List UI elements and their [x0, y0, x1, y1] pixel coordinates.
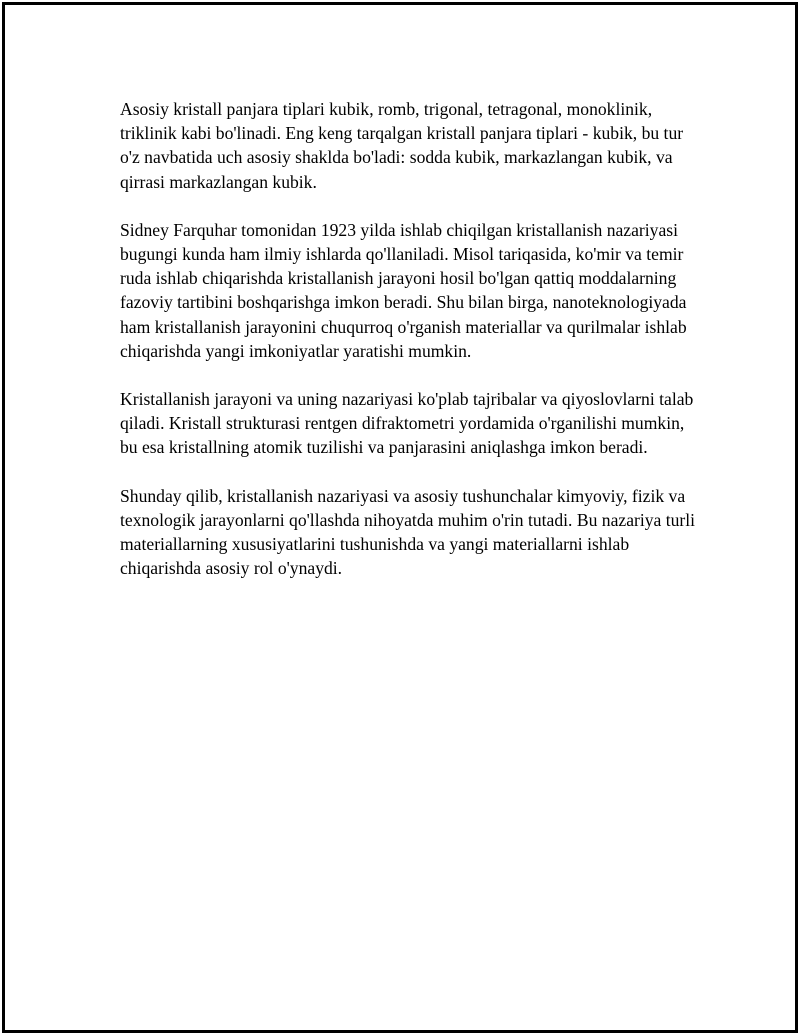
document-body — [120, 97, 700, 604]
paragraph-lattice-types: Asosiy kristall panjara tiplari kubik, romb, trigonal, tetragonal, monoklinik, triklinik kabi bo'linadi. Eng keng tarqalgan kristall panjara tiplari - kubik, bu tur o'z navbatida uch asosiy shaklda bo'ladi: sodda kubik, markazlangan kubik, va qirrasi markazlangan kubik. — [120, 99, 684, 192]
paragraph-conclusion: Shunday qilib, kristallanish nazariyasi va asosiy tushunchalar kimyoviy, fizik va texnologik jarayonlarni qo'llashda nihoyatda muhim o'rin tutadi. Bu nazariya turli materiallarning xususiyatlarini tushunishda va yangi materiallarni ishlab chiqarishda asosiy rol o'ynaydi. — [120, 485, 696, 579]
paragraph-farquhar-theory: Sidney Farquhar tomonidan 1923 yilda ishlab chiqilgan kristallanish nazariyasi bugungi kunda ham ilmiy ishlarda qo'llaniladi. Misol tariqasida, ko'mir va temir ruda ishlab chiqarishda kristallanish jarayoni hosil bo'lgan qattiq moddalarning fazoviy tartibini boshqarishga imkon beradi. Shu bilan birga, nanoteknologiyada ham kristallanish jarayonini chuqurroq o'rganish materiallar va qurilmalar ishlab chiqarishda yangi imkoniyatlar yaratishi mumkin. — [120, 219, 687, 361]
paragraph-xray-diffraction: Kristallanish jarayoni va uning nazariyasi ko'plab tajribalar va qiyoslovlarni talab qiladi. Kristall strukturasi rentgen difraktometri yordamida o'rganilishi mumkin, bu esa kristallning atomik tuzilishi va panjarasini aniqlashga imkon beradi. — [120, 389, 694, 458]
page-border — [2, 2, 798, 1033]
